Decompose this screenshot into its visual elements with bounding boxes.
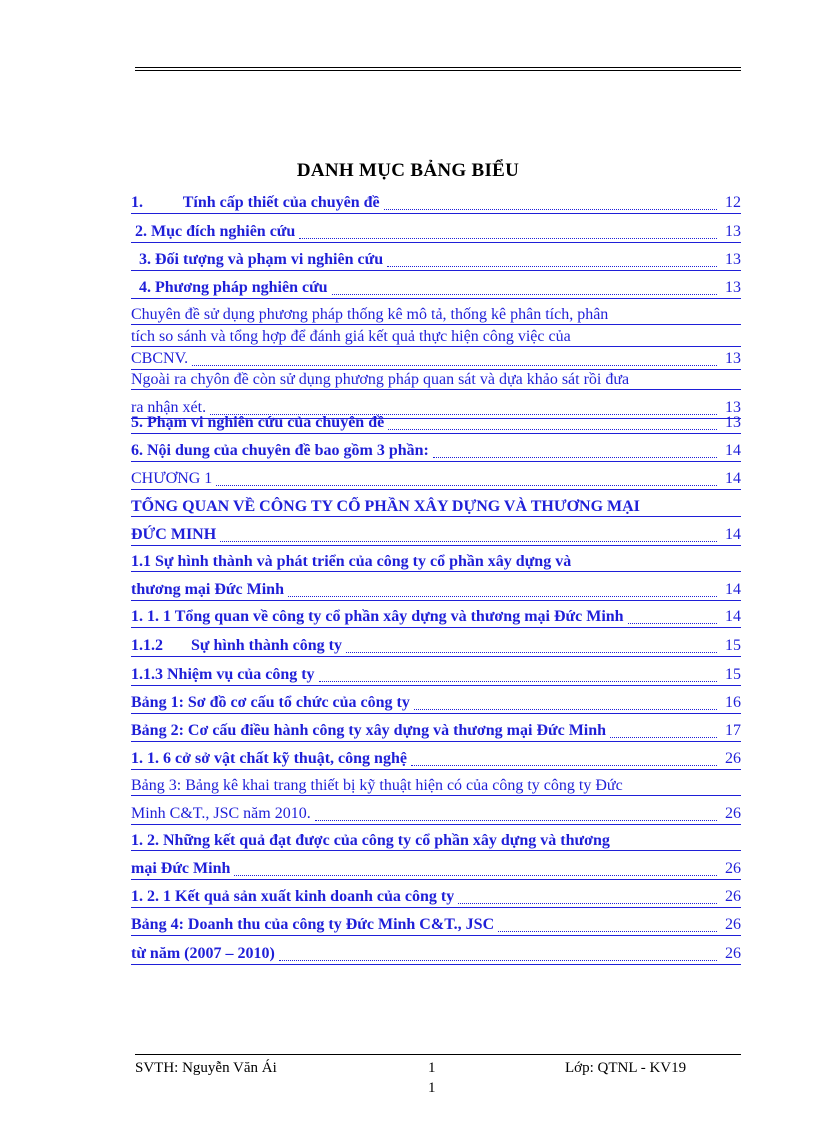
toc-entry[interactable] <box>131 636 741 657</box>
toc-page-number: 14 <box>725 470 741 487</box>
toc-entry-text: Minh C&T., JSC năm 2010. <box>131 805 311 822</box>
toc-page-number: 13 <box>725 414 741 431</box>
footer-page-number: 1 <box>428 1060 436 1076</box>
toc-dot-leader <box>610 721 717 738</box>
toc-entry-text: 4. Phương pháp nghiên cứu <box>131 279 328 296</box>
toc-dot-leader <box>387 250 717 267</box>
toc-entry-text: CHƯƠNG 1 <box>131 470 213 487</box>
toc-page-number: 26 <box>725 888 741 905</box>
toc-entry[interactable] <box>131 665 741 686</box>
toc-page-number: 14 <box>725 526 741 543</box>
toc-entry-text: thương mại Đức Minh <box>131 581 284 598</box>
toc-dot-leader <box>384 193 717 210</box>
toc-entry-text: 1. Tính cấp thiết của chuyên đề <box>131 194 380 211</box>
toc-entry[interactable] <box>131 804 741 825</box>
toc-dot-leader <box>315 804 717 821</box>
toc-page-number: 16 <box>725 694 741 711</box>
toc-entry-text: Bảng 1: Sơ đồ cơ cấu tổ chức của công ty <box>131 694 410 711</box>
toc-entry-text: mại Đức Minh <box>131 860 231 877</box>
toc-entry[interactable] <box>131 349 741 370</box>
footer-rule <box>135 1054 741 1055</box>
toc-entry-wrapped-line[interactable] <box>131 831 741 851</box>
toc-entry[interactable] <box>131 607 741 628</box>
toc-entry-text: Bảng 4: Doanh thu của công ty Đức Minh C&T., JSC <box>131 916 495 933</box>
toc-entry[interactable] <box>131 859 741 880</box>
toc-entry[interactable] <box>131 721 741 742</box>
toc-page-number: 14 <box>725 442 741 459</box>
toc-entry[interactable] <box>131 887 741 908</box>
toc-page-number: 14 <box>725 581 741 598</box>
toc-entry-wrapped-line[interactable] <box>131 327 741 347</box>
toc-entry-text: Ngoài ra chyôn đề còn sử dụng phương pháp quan sát và dựa khảo sát rồi đưa <box>131 370 741 390</box>
toc-page-number: 15 <box>725 637 741 654</box>
toc-entry-text: Chuyên đề sử dụng phương pháp thống kê mô tả, thống kê phân tích, phân <box>131 305 741 325</box>
toc-dot-leader <box>319 665 717 682</box>
toc-entry-text: 1.1.3 Nhiệm vụ của công ty <box>131 666 315 683</box>
toc-dot-leader <box>234 859 717 876</box>
toc-page-number: 26 <box>725 750 741 767</box>
toc-entry-text: ĐỨC MINH <box>131 526 217 543</box>
toc-entry-wrapped-line[interactable] <box>131 305 741 325</box>
toc-page-number: 26 <box>725 916 741 933</box>
toc-entry-text: từ năm (2007 – 2010) <box>131 945 275 962</box>
toc-entry[interactable] <box>131 441 741 462</box>
toc-page-number: 12 <box>725 194 741 211</box>
toc-entry[interactable] <box>131 469 741 490</box>
toc-dot-leader <box>433 441 717 458</box>
toc-entry-wrapped-line[interactable] <box>131 776 741 796</box>
toc-dot-leader <box>288 580 717 597</box>
toc-page-number: 13 <box>725 399 741 416</box>
toc-page-number: 17 <box>725 722 741 739</box>
toc-entry-text: 2. Mục đích nghiên cứu <box>131 223 296 240</box>
toc-page-number: 26 <box>725 945 741 962</box>
toc-entry[interactable] <box>131 525 741 546</box>
page-title: DANH MỤC BẢNG BIỂU <box>296 160 520 181</box>
toc-dot-leader <box>279 944 717 961</box>
toc-entry-text: 1.1.2 Sự hình thành công ty <box>131 637 342 654</box>
toc-dot-leader <box>332 278 717 295</box>
footer-page-number-2: 1 <box>428 1080 436 1096</box>
toc-entry-text: 1. 2. 1 Kết quả sản xuất kinh doanh của công ty <box>131 888 455 905</box>
toc-entry-text: 1.1 Sự hình thành và phát triển của công ty cổ phần xây dựng và <box>131 552 741 572</box>
toc-entry[interactable] <box>131 693 741 714</box>
toc-dot-leader <box>498 915 717 932</box>
toc-entry[interactable] <box>131 222 741 243</box>
toc-entry[interactable] <box>131 749 741 770</box>
toc-entry-text: 1. 1. 6 cở sở vật chất kỹ thuật, công nghệ <box>131 750 407 767</box>
toc-dot-leader <box>458 887 717 904</box>
toc-page-number: 14 <box>725 608 741 625</box>
toc-page-number: 13 <box>725 251 741 268</box>
header-rule-bottom <box>135 70 741 71</box>
toc-entry-wrapped-line[interactable] <box>131 552 741 572</box>
toc-page-number: 26 <box>725 860 741 877</box>
toc-entry-text: 3. Đối tượng và phạm vi nghiên cứu <box>131 251 384 268</box>
toc-dot-leader <box>299 222 717 239</box>
toc-entry[interactable] <box>131 278 741 299</box>
toc-dot-leader <box>220 525 717 542</box>
toc-entry-text: CBCNV. <box>131 350 189 367</box>
toc-entry-text: 5. Phạm vi nghiên cứu của chuyên đề <box>131 414 385 431</box>
toc-entry[interactable] <box>131 413 741 434</box>
toc-entry[interactable] <box>131 944 741 965</box>
toc-entry-text: Bảng 2: Cơ cấu điều hành công ty xây dựng và thương mại Đức Minh <box>131 722 607 739</box>
toc-entry-wrapped-line[interactable] <box>131 370 741 390</box>
toc-page-number: 26 <box>725 805 741 822</box>
toc-page-number: 13 <box>725 350 741 367</box>
toc-dot-leader <box>192 349 717 366</box>
toc-dot-leader <box>414 693 717 710</box>
toc-entry-wrapped-line[interactable] <box>131 497 741 517</box>
toc-page-number: 13 <box>725 223 741 240</box>
toc-page-number: 13 <box>725 279 741 296</box>
toc-entry[interactable] <box>131 250 741 271</box>
toc-entry-text: 6. Nội dung của chuyên đề bao gồm 3 phần: <box>131 442 429 459</box>
toc-entry-text: tích so sánh và tổng hợp để đánh giá kết quả thực hiện công việc của <box>131 327 741 347</box>
toc-entry[interactable] <box>131 580 741 601</box>
toc-dot-leader <box>388 413 717 430</box>
toc-entry-text: ra nhận xét. <box>131 399 207 416</box>
toc-dot-leader <box>411 749 717 766</box>
footer-class: Lớp: QTNL - KV19 <box>565 1060 687 1076</box>
toc-entry[interactable] <box>131 915 741 936</box>
toc-entry[interactable] <box>131 193 741 214</box>
toc-page-number: 15 <box>725 666 741 683</box>
toc-dot-leader <box>216 469 717 486</box>
toc-entry-text: Bảng 3: Bảng kê khai trang thiết bị kỹ thuật hiện có của công ty công ty Đức <box>131 776 741 796</box>
toc-dot-leader <box>628 607 717 624</box>
toc-entry-text: TỔNG QUAN VỀ CÔNG TY CỔ PHẦN XÂY DỰNG VÀ THƯƠNG MẠI <box>131 497 741 517</box>
toc-entry-text: 1. 1. 1 Tổng quan về công ty cổ phần xây dựng và thương mại Đức Minh <box>131 608 624 625</box>
header-rule-top <box>135 67 741 68</box>
toc-entry-text: 1. 2. Những kết quả đạt được của công ty cổ phần xây dựng và thương <box>131 831 741 851</box>
footer-author: SVTH: Nguyễn Văn Ái <box>135 1060 277 1076</box>
toc-dot-leader <box>346 636 717 653</box>
